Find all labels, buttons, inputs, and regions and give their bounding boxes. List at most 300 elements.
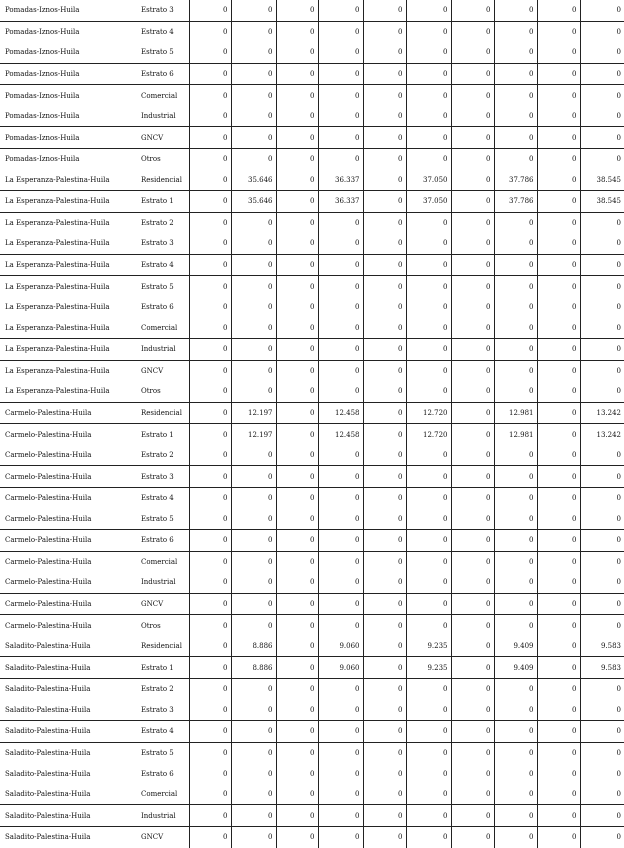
- value-cell: 0: [406, 85, 451, 106]
- category-cell: Industrial: [137, 106, 189, 127]
- category-cell: Estrato 3: [137, 0, 189, 21]
- value-cell: 0: [318, 317, 363, 338]
- value-cell: 0: [494, 551, 537, 572]
- value-cell: 0: [189, 191, 231, 213]
- value-cell: 0: [406, 276, 451, 297]
- value-cell: 0: [231, 763, 276, 784]
- value-cell: 0: [276, 317, 318, 338]
- value-cell: 12.981: [494, 402, 537, 424]
- value-cell: 0: [231, 42, 276, 63]
- value-cell: 0: [451, 424, 494, 445]
- value-cell: 0: [451, 615, 494, 636]
- value-cell: 0: [276, 593, 318, 615]
- value-cell: 0: [580, 572, 624, 593]
- location-cell: Saladito-Palestina-Huila: [5, 769, 91, 778]
- value-cell: 0: [276, 276, 318, 297]
- value-cell: 0: [451, 254, 494, 276]
- value-cell: 0: [451, 445, 494, 466]
- value-cell: 0: [406, 530, 451, 552]
- value-cell: 0: [406, 127, 451, 149]
- value-cell: 0: [231, 317, 276, 338]
- value-cell: 0: [494, 679, 537, 700]
- value-cell: 0: [276, 254, 318, 276]
- value-cell: 0: [189, 127, 231, 149]
- value-cell: 0: [494, 826, 537, 847]
- location-cell: Pomadas-Iznos-Huila: [0, 42, 137, 63]
- category-cell: GNCV: [137, 127, 189, 149]
- value-cell: 0: [318, 805, 363, 827]
- category-cell: Estrato 5: [141, 282, 174, 291]
- location-cell: Pomadas-Iznos-Huila: [0, 127, 137, 149]
- value-cell: 0: [406, 593, 451, 615]
- table-row: [0, 317, 624, 338]
- value-cell: 9.235: [406, 636, 451, 657]
- value-cell: 0: [451, 805, 494, 827]
- value-cell: 0: [276, 805, 318, 827]
- value-cell: 0: [406, 679, 451, 700]
- table-row: [0, 106, 624, 127]
- value-cell: 0: [494, 509, 537, 530]
- value-cell: 37.786: [494, 170, 537, 191]
- value-cell: 0: [276, 657, 318, 679]
- location-cell: Carmelo-Palestina-Huila: [0, 402, 137, 424]
- value-cell: 37.786: [494, 191, 537, 213]
- value-cell: 0: [580, 63, 624, 85]
- value-cell: 0: [406, 360, 451, 381]
- value-cell: 0: [537, 530, 580, 552]
- table-row: [0, 530, 624, 552]
- value-cell: 0: [363, 424, 406, 445]
- value-cell: 0: [580, 212, 624, 233]
- value-cell: 0: [189, 254, 231, 276]
- value-cell: 13.242: [580, 424, 624, 445]
- value-cell: 0: [494, 63, 537, 85]
- category-cell: Industrial: [137, 805, 189, 827]
- value-cell: 37.050: [406, 191, 451, 213]
- value-cell: 0: [537, 233, 580, 254]
- value-cell: 0: [231, 742, 276, 763]
- value-cell: 8.886: [231, 636, 276, 657]
- value-cell: 0: [451, 530, 494, 552]
- value-cell: 0: [276, 85, 318, 106]
- value-cell: 0: [580, 615, 624, 636]
- value-cell: 0: [276, 381, 318, 402]
- value-cell: 0: [406, 381, 451, 402]
- value-cell: 0: [406, 339, 451, 361]
- location-cell: La Esperanza-Palestina-Huila: [5, 218, 110, 227]
- value-cell: 0: [451, 466, 494, 488]
- value-cell: 0: [363, 636, 406, 657]
- value-cell: 0: [318, 106, 363, 127]
- value-cell: 0: [580, 466, 624, 488]
- value-cell: 0: [451, 509, 494, 530]
- table-row: [0, 424, 624, 445]
- value-cell: 0: [318, 276, 363, 297]
- value-cell: 9.409: [494, 636, 537, 657]
- category-cell: Estrato 5: [137, 42, 189, 63]
- value-cell: 0: [580, 148, 624, 169]
- value-cell: 0: [318, 593, 363, 615]
- value-cell: 0: [189, 148, 231, 169]
- category-cell: Otros: [137, 381, 189, 402]
- value-cell: 0: [276, 63, 318, 85]
- value-cell: 0: [494, 466, 537, 488]
- value-cell: 0: [363, 191, 406, 213]
- value-cell: 0: [580, 21, 624, 42]
- value-cell: 0: [363, 784, 406, 805]
- value-cell: 0: [318, 212, 363, 233]
- location-cell: Carmelo-Palestina-Huila: [0, 593, 137, 615]
- value-cell: 0: [451, 191, 494, 213]
- value-cell: 0: [494, 445, 537, 466]
- value-cell: 0: [231, 106, 276, 127]
- value-cell: 0: [451, 21, 494, 42]
- value-cell: 0: [363, 42, 406, 63]
- category-cell: Industrial: [137, 572, 189, 593]
- value-cell: 0: [231, 254, 276, 276]
- table-row: [0, 297, 624, 318]
- value-cell: 0: [276, 297, 318, 318]
- category-cell: Comercial: [141, 557, 178, 566]
- table-row: [0, 763, 624, 784]
- value-cell: 0: [318, 127, 363, 149]
- value-cell: 0: [189, 276, 231, 297]
- value-cell: 0: [318, 487, 363, 508]
- value-cell: 0: [451, 276, 494, 297]
- value-cell: 0: [580, 530, 624, 552]
- value-cell: 0: [318, 63, 363, 85]
- value-cell: 0: [580, 805, 624, 827]
- value-cell: 0: [231, 509, 276, 530]
- value-cell: 0: [231, 381, 276, 402]
- value-cell: 0: [189, 297, 231, 318]
- location-cell: Saladito-Palestina-Huila: [0, 805, 137, 827]
- value-cell: 0: [318, 381, 363, 402]
- value-cell: 0: [189, 63, 231, 85]
- value-cell: 0: [318, 21, 363, 42]
- value-cell: 0: [231, 339, 276, 361]
- value-cell: 0: [189, 360, 231, 381]
- value-cell: 0: [189, 317, 231, 338]
- value-cell: 0: [231, 826, 276, 847]
- value-cell: 0: [537, 763, 580, 784]
- value-cell: 0: [231, 551, 276, 572]
- category-cell: Otros: [141, 155, 161, 164]
- value-cell: 0: [276, 530, 318, 552]
- table-row: [0, 593, 624, 615]
- category-cell: Residencial: [137, 170, 189, 191]
- value-cell: 0: [363, 233, 406, 254]
- value-cell: 0: [537, 21, 580, 42]
- value-cell: 0: [276, 339, 318, 361]
- category-cell: Estrato 1: [137, 191, 189, 213]
- value-cell: 0: [276, 0, 318, 21]
- location-cell: Pomadas-Iznos-Huila: [5, 91, 80, 100]
- value-cell: 0: [231, 530, 276, 552]
- value-cell: 0: [494, 742, 537, 763]
- table-row: [0, 254, 624, 276]
- value-cell: 0: [189, 509, 231, 530]
- value-cell: 0: [494, 487, 537, 508]
- value-cell: 9.060: [318, 657, 363, 679]
- value-cell: 0: [406, 233, 451, 254]
- value-cell: 0: [580, 106, 624, 127]
- value-cell: 0: [189, 551, 231, 572]
- value-cell: 0: [231, 466, 276, 488]
- value-cell: 9.583: [580, 636, 624, 657]
- value-cell: 0: [318, 700, 363, 721]
- value-cell: 12.458: [318, 424, 363, 445]
- value-cell: 0: [363, 530, 406, 552]
- value-cell: 0: [363, 339, 406, 361]
- value-cell: 0: [494, 148, 537, 169]
- value-cell: 0: [494, 360, 537, 381]
- value-cell: 0: [537, 106, 580, 127]
- value-cell: 0: [494, 593, 537, 615]
- category-cell: Estrato 6: [141, 303, 174, 312]
- value-cell: 0: [451, 593, 494, 615]
- value-cell: 0: [363, 170, 406, 191]
- value-cell: 0: [494, 106, 537, 127]
- value-cell: 0: [494, 805, 537, 827]
- value-cell: 38.545: [580, 191, 624, 213]
- value-cell: 0: [537, 572, 580, 593]
- value-cell: 0: [363, 509, 406, 530]
- value-cell: 0: [451, 85, 494, 106]
- value-cell: 0: [580, 254, 624, 276]
- table-row: [0, 636, 624, 657]
- category-cell: Estrato 5: [141, 748, 174, 757]
- value-cell: 0: [276, 615, 318, 636]
- value-cell: 0: [537, 191, 580, 213]
- value-cell: 0: [276, 700, 318, 721]
- value-cell: 0: [406, 700, 451, 721]
- value-cell: 0: [363, 148, 406, 169]
- value-cell: 0: [537, 487, 580, 508]
- value-cell: 0: [363, 276, 406, 297]
- value-cell: 0: [494, 763, 537, 784]
- table-row: [0, 509, 624, 530]
- location-cell: Carmelo-Palestina-Huila: [0, 445, 137, 466]
- value-cell: 0: [580, 276, 624, 297]
- value-cell: 0: [276, 42, 318, 63]
- value-cell: 0: [537, 551, 580, 572]
- value-cell: 9.583: [580, 657, 624, 679]
- value-cell: 0: [537, 679, 580, 700]
- value-cell: 0: [580, 593, 624, 615]
- value-cell: 0: [363, 254, 406, 276]
- value-cell: 0: [537, 805, 580, 827]
- location-cell: La Esperanza-Palestina-Huila: [5, 303, 110, 312]
- value-cell: 9.235: [406, 657, 451, 679]
- table-row: [0, 445, 624, 466]
- table-row: [0, 170, 624, 191]
- location-cell: Pomadas-Iznos-Huila: [0, 63, 137, 85]
- table-row: [0, 42, 624, 63]
- value-cell: 0: [276, 360, 318, 381]
- category-cell: Estrato 6: [141, 769, 174, 778]
- table-row: [0, 615, 624, 636]
- category-cell: GNCV: [141, 833, 164, 842]
- category-cell: Industrial: [137, 339, 189, 361]
- table-row: [0, 487, 624, 508]
- value-cell: 0: [494, 381, 537, 402]
- value-cell: 0: [363, 593, 406, 615]
- value-cell: 0: [580, 763, 624, 784]
- value-cell: 0: [494, 212, 537, 233]
- table-row: [0, 148, 624, 169]
- value-cell: 0: [494, 530, 537, 552]
- location-cell: Carmelo-Palestina-Huila: [0, 509, 137, 530]
- value-cell: 0: [451, 297, 494, 318]
- value-cell: 0: [451, 42, 494, 63]
- value-cell: 0: [276, 424, 318, 445]
- value-cell: 0: [537, 636, 580, 657]
- value-cell: 0: [580, 551, 624, 572]
- value-cell: 0: [537, 742, 580, 763]
- value-cell: 0: [276, 784, 318, 805]
- value-cell: 0: [451, 170, 494, 191]
- category-cell: Estrato 1: [141, 430, 174, 439]
- value-cell: 0: [363, 317, 406, 338]
- value-cell: 0: [318, 445, 363, 466]
- value-cell: 0: [451, 551, 494, 572]
- location-cell: Carmelo-Palestina-Huila: [5, 621, 92, 630]
- value-cell: 0: [451, 572, 494, 593]
- location-cell: Carmelo-Palestina-Huila: [0, 466, 137, 488]
- value-cell: 0: [537, 615, 580, 636]
- location-cell: Carmelo-Palestina-Huila: [0, 530, 137, 552]
- value-cell: 0: [494, 42, 537, 63]
- value-cell: 0: [318, 233, 363, 254]
- value-cell: 0: [231, 21, 276, 42]
- value-cell: 0: [318, 297, 363, 318]
- value-cell: 0: [494, 700, 537, 721]
- category-cell: Estrato 6: [137, 530, 189, 552]
- location-cell: Saladito-Palestina-Huila: [0, 700, 137, 721]
- value-cell: 0: [363, 679, 406, 700]
- value-cell: 0: [451, 679, 494, 700]
- value-cell: 0: [537, 297, 580, 318]
- table-row: [0, 805, 624, 827]
- value-cell: 0: [451, 106, 494, 127]
- value-cell: 0: [189, 233, 231, 254]
- value-cell: 0: [276, 466, 318, 488]
- value-cell: 0: [363, 742, 406, 763]
- location-cell: Pomadas-Iznos-Huila: [5, 27, 80, 36]
- value-cell: 0: [318, 339, 363, 361]
- location-cell: Saladito-Palestina-Huila: [0, 721, 137, 743]
- value-cell: 0: [318, 742, 363, 763]
- category-cell: Estrato 3: [137, 233, 189, 254]
- value-cell: 0: [451, 657, 494, 679]
- value-cell: 0: [451, 381, 494, 402]
- value-cell: 0: [189, 530, 231, 552]
- value-cell: 0: [537, 402, 580, 424]
- value-cell: 0: [494, 21, 537, 42]
- value-cell: 0: [276, 572, 318, 593]
- value-cell: 0: [406, 784, 451, 805]
- value-cell: 0: [537, 721, 580, 743]
- value-cell: 0: [406, 572, 451, 593]
- value-cell: 0: [580, 0, 624, 21]
- value-cell: 0: [276, 636, 318, 657]
- category-cell: Comercial: [137, 784, 189, 805]
- value-cell: 0: [231, 721, 276, 743]
- value-cell: 0: [231, 212, 276, 233]
- value-cell: 0: [276, 763, 318, 784]
- value-cell: 0: [276, 21, 318, 42]
- value-cell: 0: [189, 381, 231, 402]
- value-cell: 0: [318, 0, 363, 21]
- category-cell: Estrato 3: [137, 700, 189, 721]
- category-cell: Estrato 4: [141, 27, 174, 36]
- value-cell: 0: [363, 721, 406, 743]
- table-row: [0, 826, 624, 847]
- value-cell: 0: [318, 360, 363, 381]
- value-cell: 0: [406, 212, 451, 233]
- value-cell: 0: [363, 212, 406, 233]
- category-cell: Estrato 2: [141, 685, 174, 694]
- value-cell: 0: [406, 509, 451, 530]
- location-cell: La Esperanza-Palestina-Huila: [0, 170, 137, 191]
- value-cell: 0: [537, 657, 580, 679]
- value-cell: 0: [580, 826, 624, 847]
- value-cell: 0: [580, 679, 624, 700]
- value-cell: 0: [276, 148, 318, 169]
- value-cell: 0: [276, 445, 318, 466]
- value-cell: 0: [451, 742, 494, 763]
- value-cell: 0: [231, 572, 276, 593]
- value-cell: 35.646: [231, 170, 276, 191]
- value-cell: 12.981: [494, 424, 537, 445]
- value-cell: 0: [189, 0, 231, 21]
- value-cell: 0: [451, 339, 494, 361]
- value-cell: 0: [580, 127, 624, 149]
- value-cell: 0: [189, 763, 231, 784]
- value-cell: 0: [231, 805, 276, 827]
- category-cell: Residencial: [137, 636, 189, 657]
- value-cell: 0: [537, 212, 580, 233]
- value-cell: 0: [537, 85, 580, 106]
- value-cell: 0: [189, 487, 231, 508]
- value-cell: 0: [363, 85, 406, 106]
- value-cell: 0: [276, 402, 318, 424]
- value-cell: 0: [231, 0, 276, 21]
- value-cell: 0: [451, 784, 494, 805]
- value-cell: 0: [580, 360, 624, 381]
- value-cell: 0: [276, 826, 318, 847]
- value-cell: 0: [231, 487, 276, 508]
- value-cell: 0: [537, 63, 580, 85]
- location-cell: Carmelo-Palestina-Huila: [0, 572, 137, 593]
- value-cell: 0: [451, 127, 494, 149]
- value-cell: 0: [494, 615, 537, 636]
- value-cell: 0: [189, 424, 231, 445]
- category-cell: Estrato 3: [137, 466, 189, 488]
- value-cell: 0: [537, 127, 580, 149]
- table-row: [0, 360, 624, 381]
- table-row: [0, 402, 624, 424]
- value-cell: 0: [363, 487, 406, 508]
- location-cell: Saladito-Palestina-Huila: [0, 784, 137, 805]
- value-cell: 0: [537, 148, 580, 169]
- location-cell: Saladito-Palestina-Huila: [0, 657, 137, 679]
- value-cell: 0: [231, 233, 276, 254]
- table-row: [0, 339, 624, 361]
- value-cell: 0: [537, 593, 580, 615]
- location-cell: La Esperanza-Palestina-Huila: [0, 381, 137, 402]
